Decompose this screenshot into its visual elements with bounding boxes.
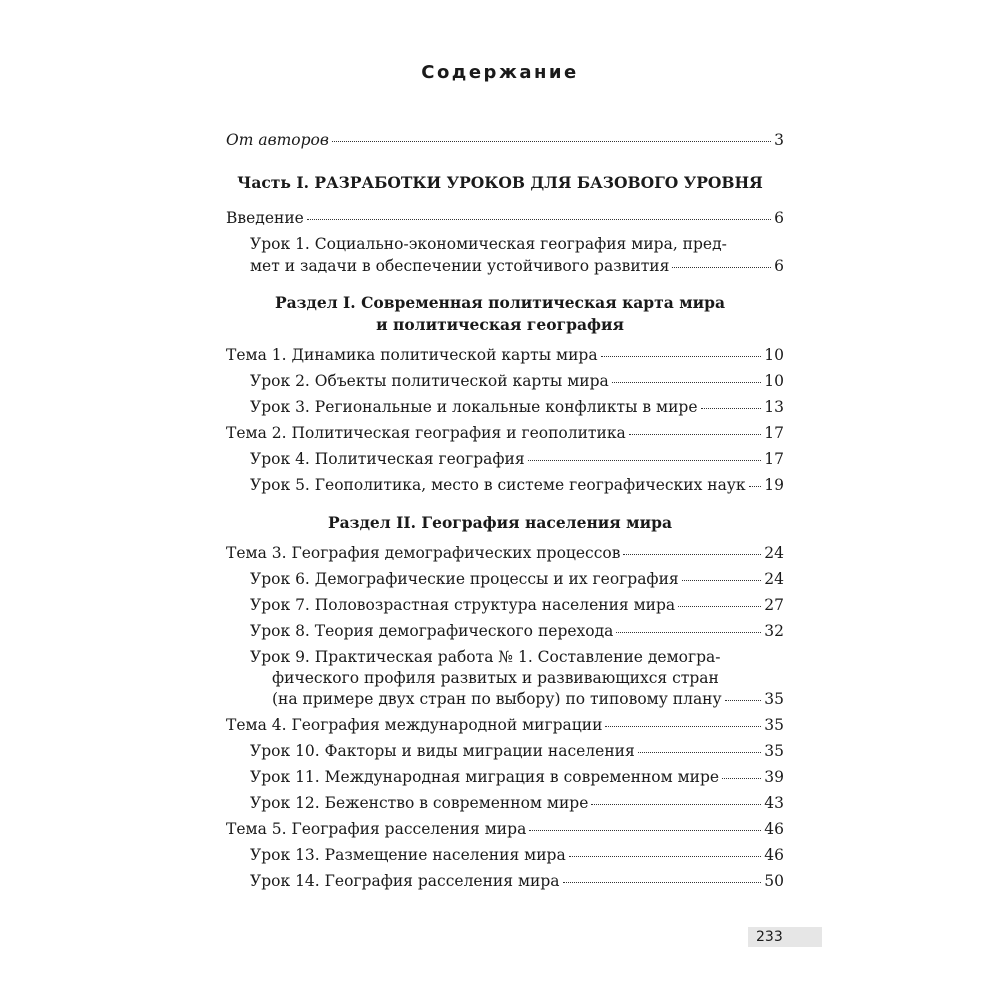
toc-entry-page: 39 bbox=[764, 768, 784, 786]
toc-entry-intro[interactable] bbox=[226, 209, 784, 228]
toc-entry-label: мет и задачи в обеспечении устойчивого развития bbox=[250, 257, 670, 275]
toc-entry-lesson5[interactable] bbox=[250, 476, 784, 495]
toc-entry-lesson1[interactable] bbox=[250, 257, 784, 276]
toc-entry-page: 3 bbox=[774, 131, 784, 149]
toc-entry-topic5[interactable] bbox=[226, 820, 784, 839]
toc-entry-page: 6 bbox=[774, 209, 784, 227]
toc-entry-lesson7[interactable] bbox=[250, 596, 784, 615]
toc-entry-page: 6 bbox=[774, 257, 784, 275]
toc-entry-lesson6[interactable] bbox=[250, 570, 784, 589]
section2-heading: Раздел II. География населения мира bbox=[327, 513, 672, 532]
toc-entry-label: Тема 4. География международной миграции bbox=[226, 716, 603, 734]
dot-leader bbox=[749, 486, 762, 487]
toc-entry-page: 35 bbox=[764, 742, 784, 760]
dot-leader bbox=[529, 830, 761, 831]
toc-entry-label: Урок 10. Факторы и виды миграции населения bbox=[250, 742, 635, 760]
section1-heading-line2: и политическая география bbox=[376, 315, 624, 334]
dot-leader bbox=[672, 267, 771, 268]
toc-entry-page: 24 bbox=[764, 544, 784, 562]
dot-leader bbox=[332, 141, 771, 142]
toc-entry-lesson11[interactable] bbox=[250, 768, 784, 787]
dot-leader bbox=[601, 356, 762, 357]
dot-leader bbox=[678, 606, 761, 607]
toc-entry-page: 17 bbox=[764, 450, 784, 468]
dot-leader bbox=[569, 856, 762, 857]
toc-entry-page: 10 bbox=[764, 372, 784, 390]
toc-entry-lesson9[interactable] bbox=[272, 690, 784, 709]
toc-entry-page: 35 bbox=[764, 690, 784, 708]
dot-leader bbox=[623, 554, 761, 555]
toc-entry-page: 50 bbox=[764, 872, 784, 890]
toc-entry-label: Урок 4. Политическая география bbox=[250, 450, 525, 468]
dot-leader bbox=[725, 700, 762, 701]
toc-entry-label: Тема 2. Политическая география и геополитика bbox=[226, 424, 626, 442]
toc-entry-lesson2[interactable] bbox=[250, 372, 784, 391]
dot-leader bbox=[629, 434, 762, 435]
dot-leader bbox=[605, 726, 761, 727]
section1-heading-line1: Раздел I. Современная политическая карта мира bbox=[274, 293, 726, 312]
toc-entry-page: 17 bbox=[764, 424, 784, 442]
dot-leader bbox=[616, 632, 761, 633]
toc-entry-label: Урок 13. Размещение населения мира bbox=[250, 846, 566, 864]
part-heading: Часть I. РАЗРАБОТКИ УРОКОВ ДЛЯ БАЗОВОГО УРОВНЯ bbox=[237, 173, 763, 192]
toc-entry-page: 27 bbox=[764, 596, 784, 614]
toc-entry-lesson9-line2: фического профиля развитых и развивающихся стран bbox=[272, 669, 719, 687]
toc-entry-label: Урок 7. Половозрастная структура населения мира bbox=[250, 596, 676, 614]
dot-leader bbox=[612, 382, 762, 383]
dot-leader bbox=[591, 804, 761, 805]
toc-entry-label: Тема 1. Динамика политической карты мира bbox=[226, 346, 598, 364]
toc-entry-label: Урок 8. Теория демографического перехода bbox=[250, 622, 614, 640]
toc-entry-label: Урок 14. География расселения мира bbox=[250, 872, 560, 890]
toc-entry-topic2[interactable] bbox=[226, 424, 784, 443]
toc-entry-authors[interactable] bbox=[226, 131, 784, 150]
toc-entry-page: 46 bbox=[764, 820, 784, 838]
dot-leader bbox=[701, 408, 762, 409]
dot-leader bbox=[638, 752, 761, 753]
toc-entry-label: Урок 5. Геополитика, место в системе географических наук bbox=[250, 476, 746, 494]
toc-entry-page: 24 bbox=[764, 570, 784, 588]
toc-entry-label: Урок 12. Беженство в современном мире bbox=[250, 794, 589, 812]
dot-leader bbox=[563, 882, 762, 883]
toc-entry-page: 46 bbox=[764, 846, 784, 864]
toc-entry-lesson12[interactable] bbox=[250, 794, 784, 813]
toc-entry-lesson14[interactable] bbox=[250, 872, 784, 891]
toc-entry-page: 10 bbox=[764, 346, 784, 364]
toc-entry-page: 19 bbox=[764, 476, 784, 494]
toc-entry-page: 13 bbox=[764, 398, 784, 416]
toc-entry-lesson4[interactable] bbox=[250, 450, 784, 469]
toc-entry-label: Урок 11. Международная миграция в современном мире bbox=[250, 768, 720, 786]
toc-entry-label: (на примере двух стран по выбору) по типовому плану bbox=[272, 690, 722, 708]
toc-entry-label: Урок 2. Объекты политической карты мира bbox=[250, 372, 609, 390]
page-title: Содержание bbox=[421, 62, 579, 83]
toc-entry-lesson10[interactable] bbox=[250, 742, 784, 761]
toc-entry-lesson3[interactable] bbox=[250, 398, 784, 417]
dot-leader bbox=[682, 580, 762, 581]
toc-entry-label: Тема 5. География расселения мира bbox=[226, 820, 527, 838]
dot-leader bbox=[528, 460, 762, 461]
toc-entry-label: Урок 3. Региональные и локальные конфликты в мире bbox=[250, 398, 698, 416]
toc-entry-lesson1-line1: Урок 1. Социально-экономическая география мира, пред- bbox=[250, 235, 727, 253]
toc-entry-topic1[interactable] bbox=[226, 346, 784, 365]
dot-leader bbox=[307, 219, 771, 220]
toc-entry-page: 43 bbox=[764, 794, 784, 812]
toc-entry-topic4[interactable] bbox=[226, 716, 784, 735]
toc-entry-page: 35 bbox=[764, 716, 784, 734]
toc-entry-label: Тема 3. География демографических процессов bbox=[226, 544, 621, 562]
page-number: 233 bbox=[748, 927, 822, 947]
toc-entry-lesson13[interactable] bbox=[250, 846, 784, 865]
toc-entry-lesson8[interactable] bbox=[250, 622, 784, 641]
toc-entry-label: Урок 6. Демографические процессы и их география bbox=[250, 570, 679, 588]
toc-entry-page: 32 bbox=[764, 622, 784, 640]
toc-entry-topic3[interactable] bbox=[226, 544, 784, 563]
toc-entry-label: От авторов bbox=[226, 131, 329, 149]
toc-entry-label: Введение bbox=[226, 209, 304, 227]
toc-entry-lesson9-line1: Урок 9. Практическая работа № 1. Составление демогра- bbox=[250, 648, 721, 666]
dot-leader bbox=[722, 778, 761, 779]
